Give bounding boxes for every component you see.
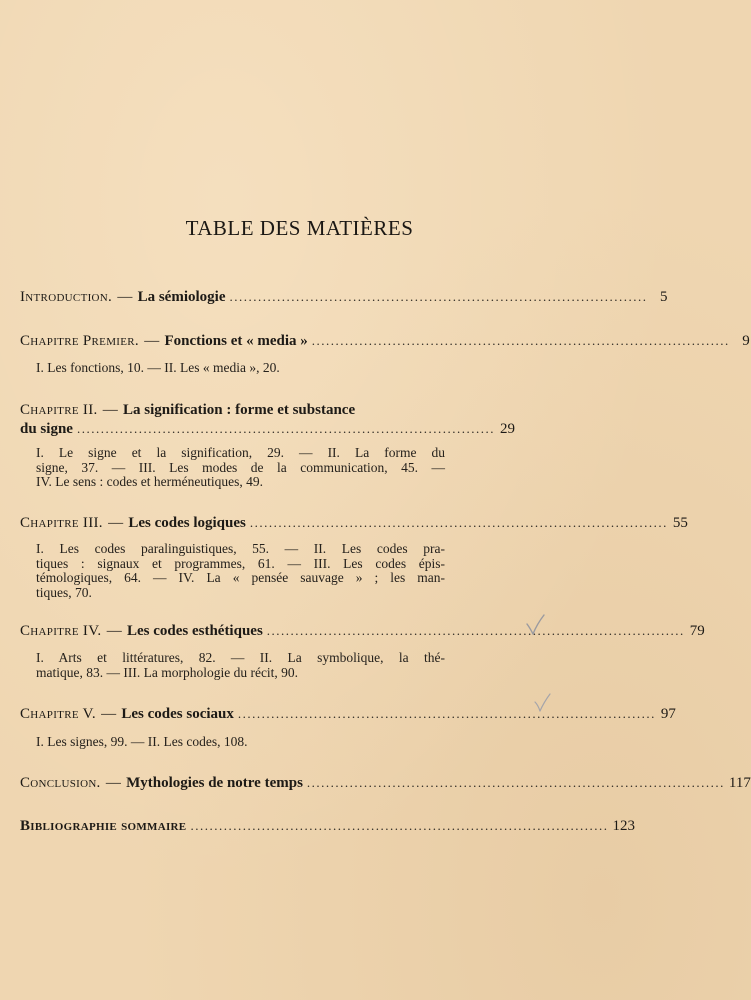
toc-subentries-chapitre-5 bbox=[36, 735, 445, 750]
toc-entry-introduction bbox=[20, 288, 668, 306]
page-number: 29 bbox=[499, 421, 515, 437]
subentry-line: I. Arts et littératures, 82. — II. La symbolique, la thé- bbox=[36, 650, 445, 665]
toc-entry-chapitre-4 bbox=[20, 622, 705, 640]
entry-dash: — bbox=[105, 775, 121, 791]
dot-leader: ........................................................................................ bbox=[306, 775, 725, 790]
toc-subentries-chapitre-4 bbox=[36, 651, 445, 680]
page-number: 97 bbox=[660, 706, 676, 722]
page-number: 117 bbox=[728, 775, 751, 791]
dot-leader: ........................................................................................ bbox=[311, 333, 730, 348]
entry-dash: — bbox=[102, 402, 118, 418]
entry-dash: — bbox=[108, 515, 124, 531]
dot-leader: ........................................................................................ bbox=[249, 515, 668, 530]
entry-label: Chapitre II. bbox=[20, 402, 98, 418]
entry-label: Bibliographie sommaire bbox=[20, 818, 187, 834]
entry-label: Chapitre V. bbox=[20, 706, 96, 722]
page-number: 55 bbox=[672, 515, 688, 531]
entry-title: Mythologies de notre temps bbox=[126, 775, 303, 791]
toc-entry-chapitre-5 bbox=[20, 705, 676, 723]
entry-label: Chapitre Premier. bbox=[20, 333, 139, 349]
subentry-line: I. Les signes, 99. — II. Les codes, 108. bbox=[36, 734, 248, 749]
page-number: 123 bbox=[612, 818, 635, 834]
subentry-line: signe, 37. — III. Les modes de la communication, 45. — bbox=[36, 459, 445, 475]
subentry-line: I. Le signe et la signification, 29. — II. La forme du bbox=[36, 445, 445, 460]
page-number: 79 bbox=[689, 623, 705, 639]
entry-title-continued: du signe bbox=[20, 421, 73, 437]
toc-subentries-chapitre-2 bbox=[36, 446, 445, 490]
page-number: 5 bbox=[660, 289, 668, 305]
toc-entry-chapitre-premier bbox=[20, 332, 750, 350]
subentry-line: IV. Le sens : codes et herméneutiques, 49. bbox=[36, 474, 263, 489]
entry-label: Conclusion. bbox=[20, 775, 101, 791]
dot-leader: ........................................................................................ bbox=[229, 289, 648, 304]
entry-dash: — bbox=[106, 623, 122, 639]
entry-title: Fonctions et « media » bbox=[164, 333, 308, 349]
entry-label: Introduction. bbox=[20, 289, 113, 305]
entry-dash: — bbox=[117, 289, 133, 305]
subentry-line: I. Les codes paralinguistiques, 55. — II. Les codes pra- bbox=[36, 541, 445, 556]
subentry-line: matique, 83. — III. La morphologie du récit, 90. bbox=[36, 664, 299, 680]
page-title: TABLE DES MATIÈRES bbox=[185, 216, 414, 240]
entry-label: Chapitre III. bbox=[20, 515, 103, 531]
entry-title: Les codes esthétiques bbox=[126, 623, 263, 639]
subentry-line: tiques, 70. bbox=[36, 584, 92, 600]
toc-subentries-chapitre-3 bbox=[36, 542, 445, 600]
subentry-line: témologiques, 64. — IV. La « pensée sauvage » ; les man- bbox=[36, 570, 445, 585]
dot-leader: ........................................................................................ bbox=[190, 818, 609, 833]
entry-dash: — bbox=[101, 706, 117, 722]
entry-title: Les codes logiques bbox=[128, 515, 246, 531]
dot-leader: ........................................................................................ bbox=[76, 421, 495, 436]
subentry-line: I. Les fonctions, 10. — II. Les « media », 20. bbox=[36, 360, 280, 375]
subentry-line: tiques : signaux et programmes, 61. — III. Les codes épis- bbox=[36, 555, 445, 571]
entry-dash: — bbox=[144, 333, 160, 349]
dot-leader: ........................................................................................ bbox=[266, 623, 685, 638]
toc-entry-chapitre-2 bbox=[20, 402, 515, 438]
pencil-checkmark-icon bbox=[525, 612, 547, 638]
pencil-checkmark-icon bbox=[533, 692, 555, 718]
toc-entry-bibliographie bbox=[20, 817, 635, 835]
entry-title: La signification : forme et substance bbox=[123, 402, 356, 418]
dot-leader: ........................................................................................ bbox=[237, 706, 656, 721]
entry-label: Chapitre IV. bbox=[20, 623, 102, 639]
toc-subentries-chapitre-premier bbox=[36, 361, 445, 376]
entry-title: Les codes sociaux bbox=[121, 706, 234, 722]
entry-title: La sémiologie bbox=[137, 289, 226, 305]
toc-entry-conclusion bbox=[20, 774, 751, 792]
page-number: 9 bbox=[742, 333, 750, 349]
toc-entry-chapitre-3 bbox=[20, 514, 688, 532]
